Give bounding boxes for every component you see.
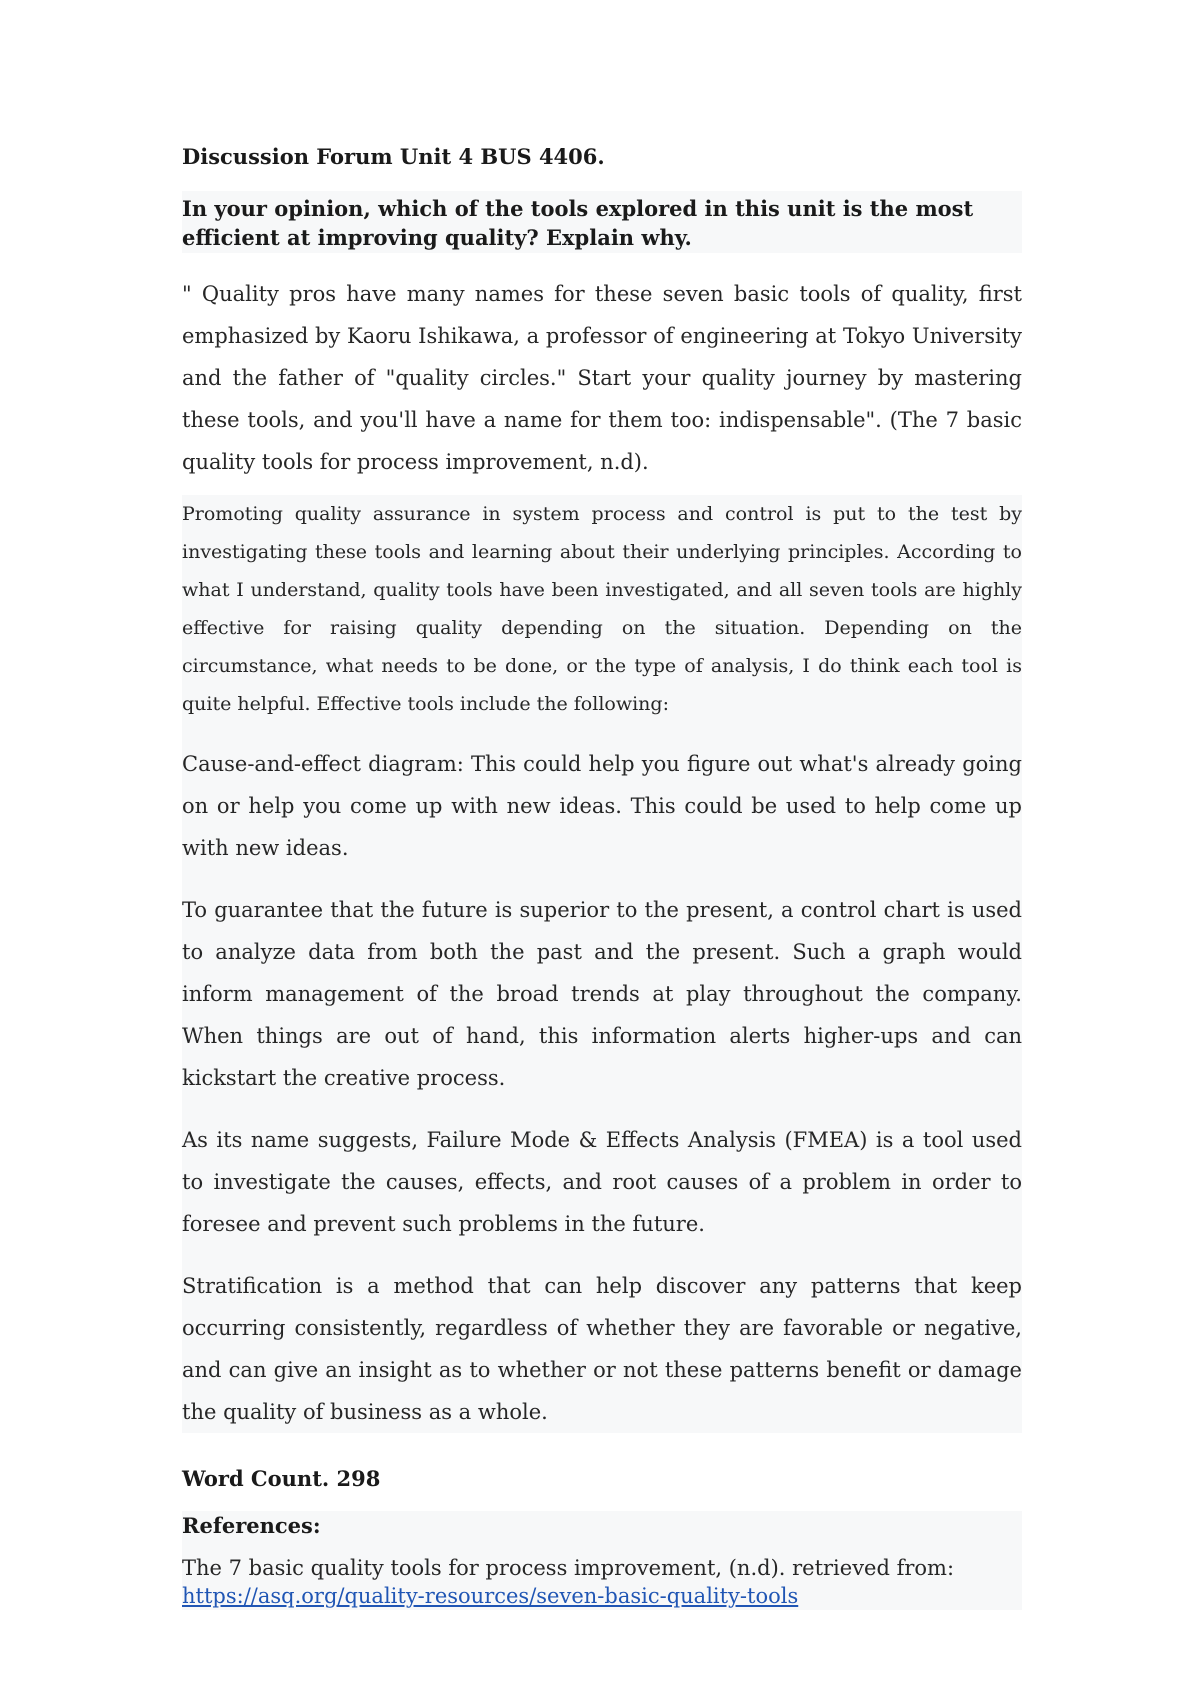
stratification-paragraph: Stratification is a method that can help discover any patterns that keep occurring consistently, regardless of whether they are favorable or negative, and can give an insight as to whether or not these patterns benefit or damage the quality of business as a whole.: [182, 1274, 1022, 1424]
quote-paragraph: " Quality pros have many names for these seven basic tools of quality, first emphasized by Kaoru Ishikawa, a professor of engineering at Tokyo University and the father of "quality circles." Start your quality journey by mastering these tools, and you'll have a name for them too: indispensable". (The 7 basic quality tools for process improvement, n.d).: [182, 282, 1022, 474]
discussion-question: In your opinion, which of the tools explored in this unit is the most efficient at improving quality? Explain why.: [182, 191, 1022, 253]
shaded-answer-section: [182, 495, 1022, 1433]
references-heading: References:: [182, 1513, 321, 1538]
reference-link[interactable]: https://asq.org/quality-resources/seven-basic-quality-tools: [182, 1584, 799, 1608]
reference-text: The 7 basic quality tools for process improvement, (n.d). retrieved from:: [182, 1556, 955, 1580]
document-body: [182, 143, 1022, 1610]
word-count: Word Count. 298: [182, 1466, 381, 1491]
cause-effect-paragraph: Cause-and-effect diagram: This could help you figure out what's already going on or help you come up with new ideas. This could be used to help come up with new ideas.: [182, 752, 1022, 860]
document-title: Discussion Forum Unit 4 BUS 4406.: [182, 144, 605, 169]
control-chart-paragraph: To guarantee that the future is superior to the present, a control chart is used to analyze data from both the past and the present. Such a graph would inform management of the broad trends at play throughout the company. When things are out of hand, this information alerts higher-ups and can kickstart the creative process.: [182, 898, 1022, 1090]
reference-entry: [182, 1554, 1022, 1610]
intro-paragraph: Promoting quality assurance in system process and control is put to the test by investigating these tools and learning about their underlying principles. According to what I understand, quality tools have been investigated, and all seven tools are highly effective for raising quality depending on the situation. Depending on the circumstance, what needs to be done, or the type of analysis, I do think each tool is quite helpful. Effective tools include the following:: [182, 503, 1022, 715]
references-section: [182, 1511, 1022, 1610]
fmea-paragraph: As its name suggests, Failure Mode & Effects Analysis (FMEA) is a tool used to investigate the causes, effects, and root causes of a problem in order to foresee and prevent such problems in the future.: [182, 1128, 1022, 1236]
